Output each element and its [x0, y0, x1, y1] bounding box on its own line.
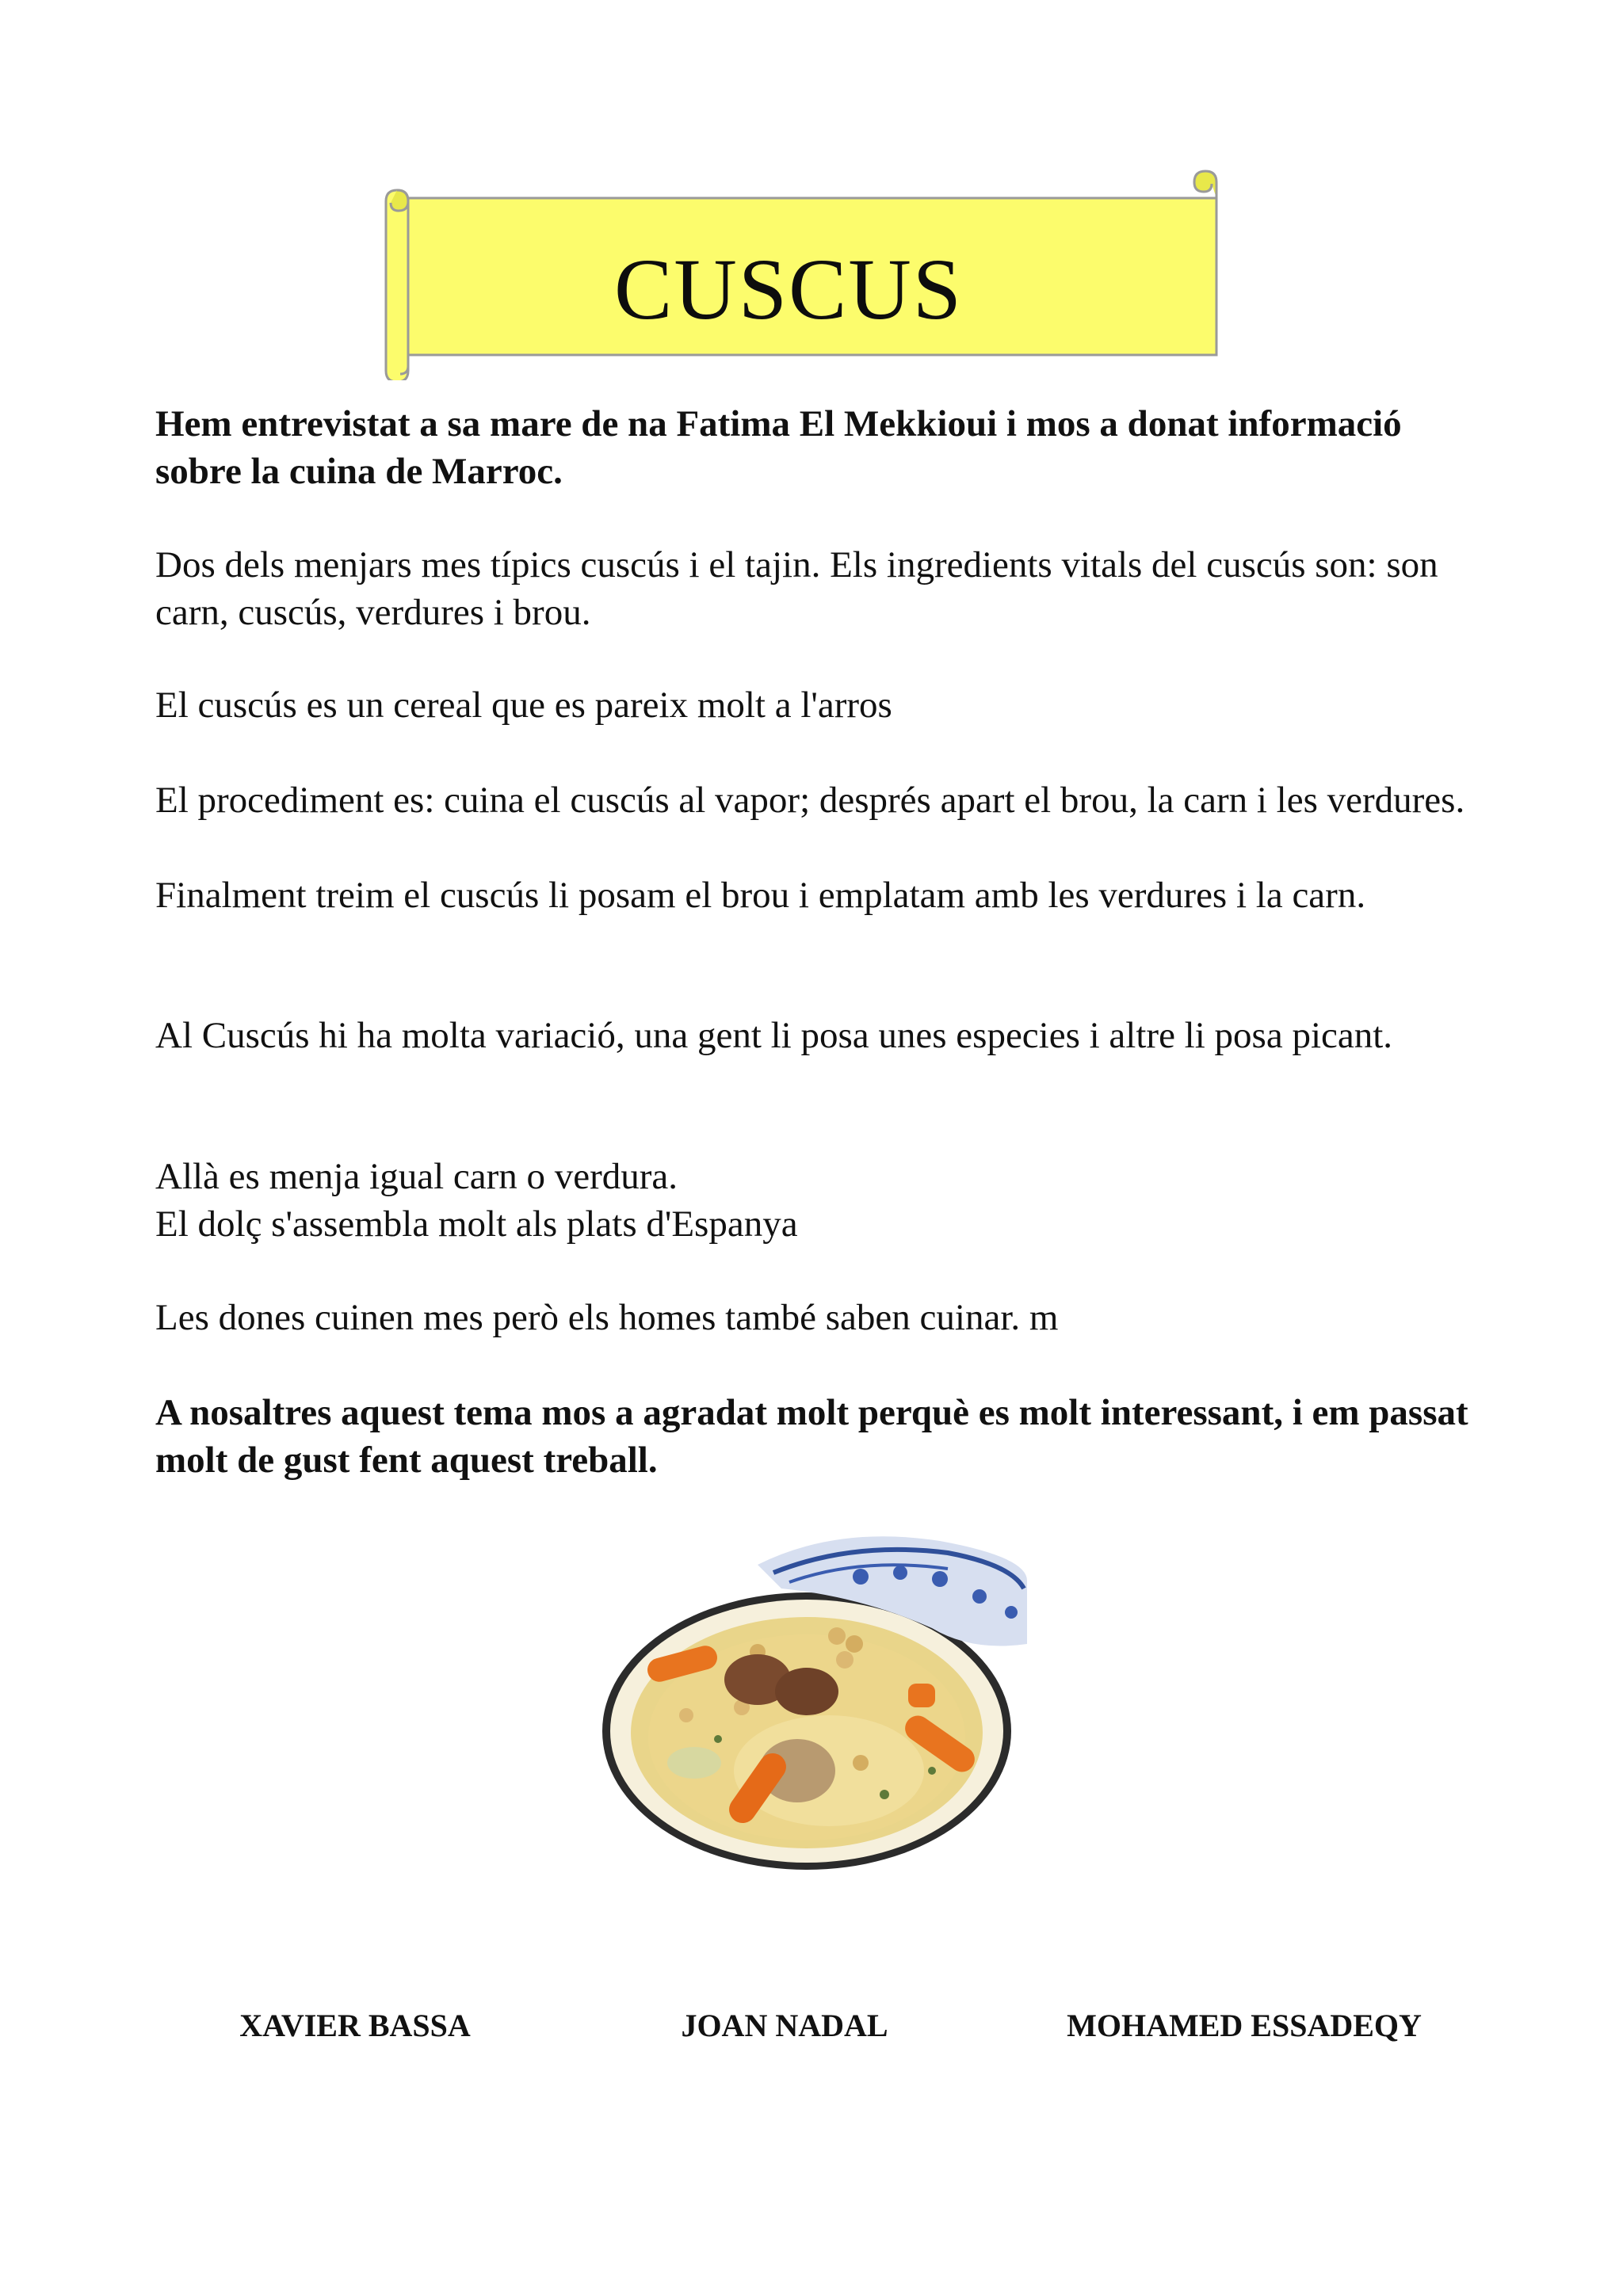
- authors-row: [0, 2007, 1623, 2046]
- author-name: XAVIER BASSA: [239, 2008, 471, 2043]
- title-banner: [361, 166, 1232, 380]
- conclusion-paragraph: A nosaltres aquest tema mos a agradat molt perquè es molt interessant, i em passat molt de gust fent aquest treball.: [155, 1392, 1468, 1481]
- paragraph-cereal: El cuscús es un cereal que es pareix molt a l'arros: [155, 685, 892, 726]
- paragraph-meat-vegetables: Allà es menja igual carn o verdura.: [155, 1156, 678, 1197]
- paragraph-dessert: El dolç s'assembla molt als plats d'Espanya: [155, 1203, 798, 1245]
- paragraph-serving: Finalment treim el cuscús li posam el brou i emplatam amb les verdures i la carn.: [155, 875, 1366, 916]
- paragraph-procedure: El procediment es: cuina el cuscús al vapor; després apart el brou, la carn i les verdures.: [155, 780, 1465, 821]
- intro-paragraph: Hem entrevistat a sa mare de na Fatima El Mekkioui i mos a donat informació sobre la cuina de Marroc.: [155, 403, 1402, 492]
- page-title: CUSCUS: [614, 240, 963, 338]
- author-name: MOHAMED ESSADEQY: [1067, 2008, 1422, 2043]
- author-name: JOAN NADAL: [681, 2008, 888, 2043]
- paragraph-cooking: Les dones cuinen mes però els homes també saben cuinar. m: [155, 1297, 1059, 1338]
- couscous-tajine-photo-icon: [599, 1533, 1029, 1890]
- paragraph-ingredients: Dos dels menjars mes típics cuscús i el tajin. Els ingredients vitals del cuscús son: son carn, cuscús, verdures i brou.: [155, 544, 1438, 633]
- couscous-photo: [599, 1533, 1029, 1890]
- paragraph-variation: Al Cuscús hi ha molta variació, una gent li posa unes especies i altre li posa picant.: [155, 1015, 1393, 1056]
